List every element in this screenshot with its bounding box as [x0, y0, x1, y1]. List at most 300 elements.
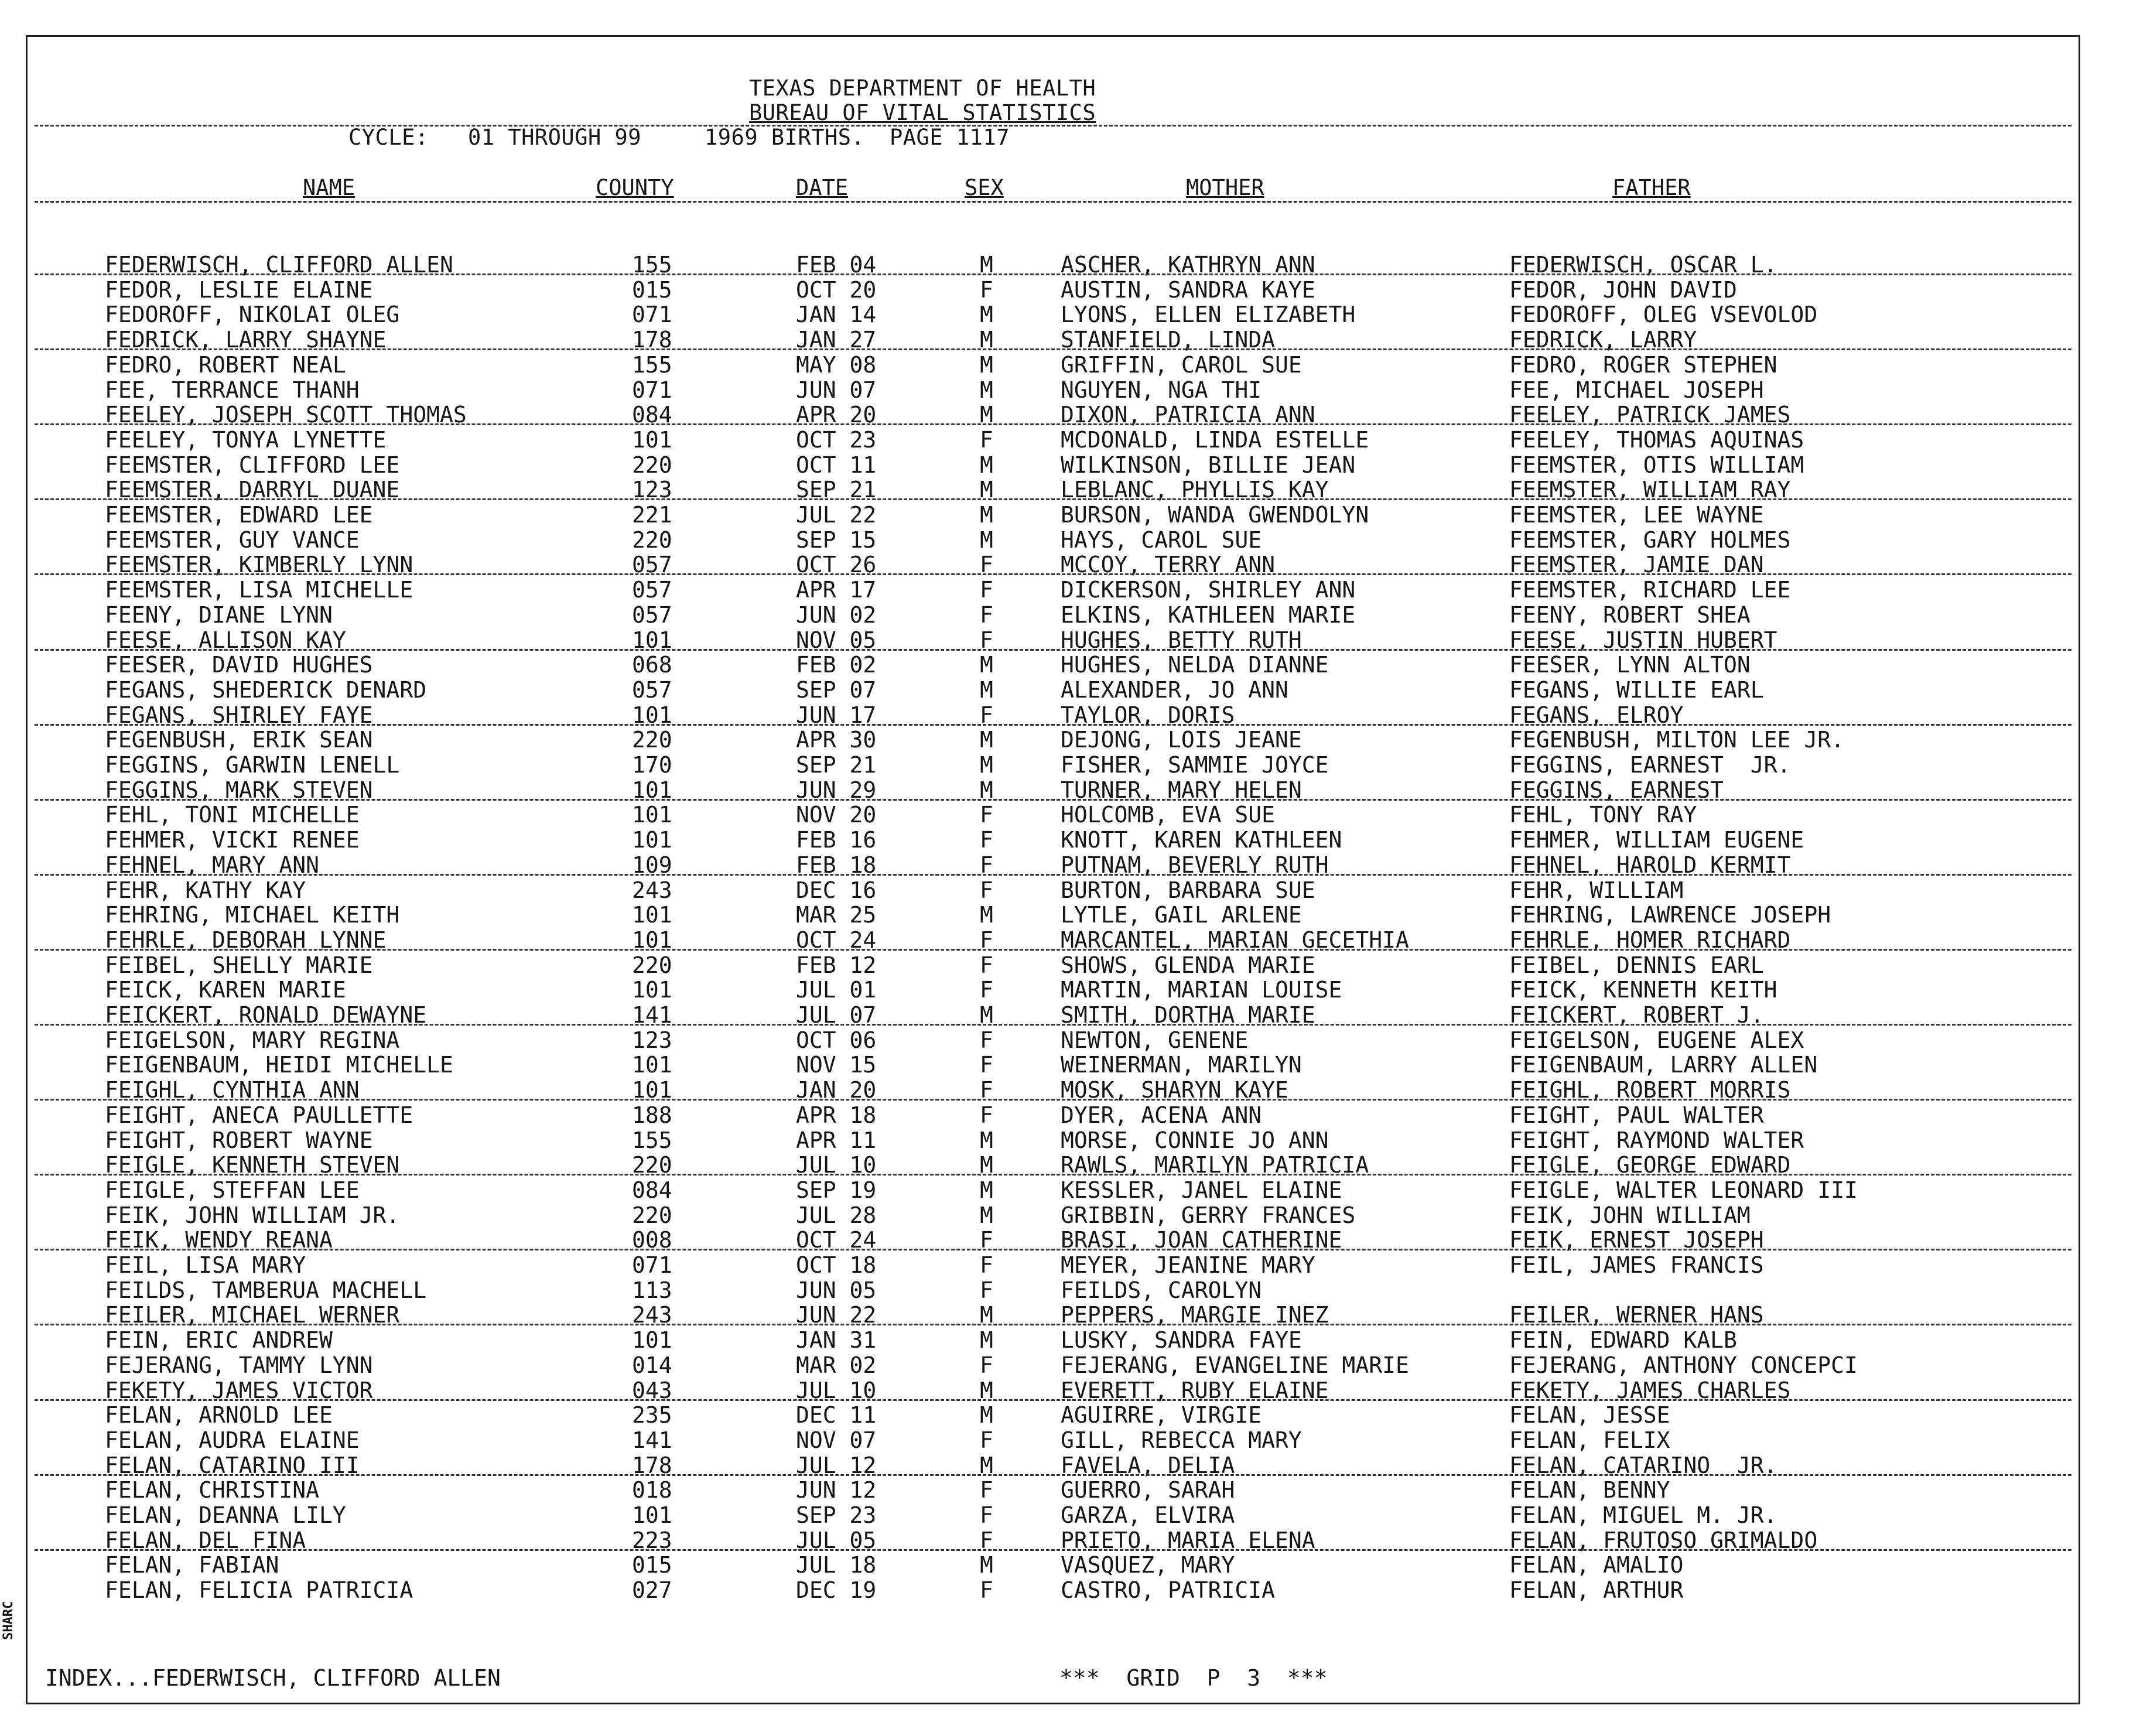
divider — [35, 201, 2071, 203]
cell-county: 101 — [632, 902, 672, 928]
cell-sex: F — [980, 602, 993, 628]
cell-name: FEICKERT, RONALD DEWAYNE — [105, 1002, 427, 1028]
cell-county: 101 — [632, 1052, 672, 1078]
cell-mother: LYONS, ELLEN ELIZABETH — [1061, 302, 1356, 328]
cell-sex: M — [980, 1302, 993, 1328]
cell-sex: F — [980, 927, 993, 953]
cell-father: FELAN, FRUTOSO GRIMALDO — [1509, 1527, 1818, 1553]
table-row — [28, 1403, 2079, 1428]
cell-county: 101 — [632, 802, 672, 828]
cell-name: FELAN, FABIAN — [105, 1552, 279, 1578]
cell-sex: M — [980, 327, 993, 353]
cell-sex: F — [980, 552, 993, 578]
cell-father: FEEMSTER, JAMIE DAN — [1509, 552, 1764, 578]
cycle-label: CYCLE: — [348, 125, 429, 150]
cell-sex: M — [980, 1202, 993, 1228]
cell-sex: F — [980, 852, 993, 878]
cell-father: FEGENBUSH, MILTON LEE JR. — [1509, 727, 1844, 753]
cell-mother: BURTON, BARBARA SUE — [1061, 877, 1315, 903]
cell-mother: LUSKY, SANDRA FAYE — [1061, 1327, 1302, 1354]
cell-county: 101 — [632, 777, 672, 803]
table-row — [28, 1328, 2079, 1353]
cell-mother: HOLCOMB, EVA SUE — [1061, 802, 1276, 828]
cell-date: NOV 05 — [796, 627, 877, 653]
cell-date: FEB 04 — [796, 252, 877, 278]
cell-county: 057 — [632, 676, 672, 703]
cell-date: JUN 29 — [796, 777, 877, 803]
cell-name: FEJERANG, TAMMY LYNN — [105, 1352, 373, 1378]
cell-name: FEDRICK, LARRY SHAYNE — [105, 327, 387, 353]
cell-name: FEILER, MICHAEL WERNER — [105, 1302, 400, 1328]
cell-sex: F — [980, 1502, 993, 1528]
cell-sex: F — [980, 426, 993, 453]
cell-mother: AUSTIN, SANDRA KAYE — [1061, 276, 1315, 303]
table-row — [28, 353, 2079, 378]
cell-name: FEDERWISCH, CLIFFORD ALLEN — [105, 252, 453, 278]
cell-sex: F — [980, 1027, 993, 1053]
cell-mother: KNOTT, KAREN KATHLEEN — [1061, 827, 1342, 853]
cell-father: FEHL, TONY RAY — [1509, 802, 1697, 828]
cell-date: APR 18 — [796, 1102, 877, 1128]
cell-sex: M — [980, 1327, 993, 1354]
cell-mother: VASQUEZ, MARY — [1061, 1552, 1235, 1578]
cell-date: JUN 17 — [796, 702, 877, 728]
cell-date: JUN 12 — [796, 1477, 877, 1503]
row-separator — [35, 274, 2071, 275]
cell-mother: ELKINS, KATHLEEN MARIE — [1061, 602, 1356, 628]
table-row — [28, 678, 2079, 703]
cell-father: FELAN, JESSE — [1509, 1402, 1670, 1429]
cell-county: 178 — [632, 327, 672, 353]
cell-county: 155 — [632, 351, 672, 378]
cell-mother: SMITH, DORTHA MARIE — [1061, 1002, 1315, 1028]
cell-father: FEELEY, THOMAS AQUINAS — [1509, 426, 1804, 453]
cell-date: FEB 12 — [796, 952, 877, 978]
cell-sex: F — [980, 276, 993, 303]
cell-name: FELAN, DEL FINA — [105, 1527, 306, 1553]
cell-county: 101 — [632, 627, 672, 653]
cell-father: FEESE, JUSTIN HUBERT — [1509, 627, 1777, 653]
cell-county: 113 — [632, 1277, 672, 1303]
cell-date: MAY 08 — [796, 351, 877, 378]
cell-mother: SHOWS, GLENDA MARIE — [1061, 952, 1315, 978]
cell-name: FEIL, LISA MARY — [105, 1252, 306, 1278]
cell-sex: M — [980, 1152, 993, 1178]
cell-mother: MEYER, JEANINE MARY — [1061, 1252, 1315, 1278]
cell-county: 223 — [632, 1527, 672, 1553]
cell-sex: M — [980, 1127, 993, 1153]
cell-date: DEC 19 — [796, 1577, 877, 1604]
cell-sex: F — [980, 1252, 993, 1278]
table-row — [28, 1128, 2079, 1153]
cell-county: 221 — [632, 502, 672, 528]
cell-date: FEB 16 — [796, 827, 877, 853]
table-row — [28, 753, 2079, 778]
cell-father: FEDOR, JOHN DAVID — [1509, 276, 1737, 303]
cell-father: FEGANS, WILLIE EARL — [1509, 676, 1764, 703]
cell-date: JUL 10 — [796, 1377, 877, 1403]
cell-name: FEDOR, LESLIE ELAINE — [105, 276, 373, 303]
cell-sex: M — [980, 377, 993, 403]
cell-mother: KESSLER, JANEL ELAINE — [1061, 1177, 1342, 1203]
cell-sex: F — [980, 1052, 993, 1078]
cell-sex: M — [980, 1002, 993, 1028]
header-bureau: BUREAU OF VITAL STATISTICS — [749, 100, 1096, 125]
cell-father: FEDERWISCH, OSCAR L. — [1509, 252, 1777, 278]
cell-name: FEICK, KAREN MARIE — [105, 977, 346, 1003]
cell-mother: EVERETT, RUBY ELAINE — [1061, 1377, 1329, 1403]
cell-mother: GILL, REBECCA MARY — [1061, 1427, 1302, 1453]
divider — [35, 125, 2071, 127]
cell-father: FEICK, KENNETH KEITH — [1509, 977, 1777, 1003]
cell-sex: F — [980, 627, 993, 653]
cell-date: FEB 18 — [796, 852, 877, 878]
cell-date: APR 11 — [796, 1127, 877, 1153]
cell-name: FEIGELSON, MARY REGINA — [105, 1027, 400, 1053]
cell-name: FELAN, CATARINO III — [105, 1452, 360, 1478]
cell-sex: F — [980, 1277, 993, 1303]
cell-date: JUL 22 — [796, 502, 877, 528]
cell-county: 057 — [632, 602, 672, 628]
cell-mother: MARCANTEL, MARIAN GECETHIA — [1061, 927, 1409, 953]
cell-mother: FAVELA, DELIA — [1061, 1452, 1235, 1478]
cell-mother: DICKERSON, SHIRLEY ANN — [1061, 577, 1356, 603]
cell-county: 014 — [632, 1352, 672, 1378]
table-row — [28, 953, 2079, 978]
cell-name: FEEMSTER, DARRYL DUANE — [105, 477, 400, 503]
cell-county: 071 — [632, 302, 672, 328]
row-separator — [35, 1324, 2071, 1325]
cell-county: 235 — [632, 1402, 672, 1429]
cell-mother: BURSON, WANDA GWENDOLYN — [1061, 502, 1369, 528]
cell-county: 027 — [632, 1577, 672, 1604]
cell-father: FEHMER, WILLIAM EUGENE — [1509, 827, 1804, 853]
cell-sex: M — [980, 477, 993, 503]
cell-mother: MCDONALD, LINDA ESTELLE — [1061, 426, 1369, 453]
cell-sex: F — [980, 702, 993, 728]
cell-name: FELAN, CHRISTINA — [105, 1477, 320, 1503]
cell-date: JUL 12 — [796, 1452, 877, 1478]
cell-date: OCT 11 — [796, 452, 877, 478]
table-row — [28, 278, 2079, 303]
cell-date: NOV 15 — [796, 1052, 877, 1078]
table-row — [28, 528, 2079, 553]
cell-name: FEENY, DIANE LYNN — [105, 602, 333, 628]
cell-mother: WILKINSON, BILLIE JEAN — [1061, 452, 1356, 478]
cell-name: FEEMSTER, LISA MICHELLE — [105, 577, 413, 603]
cell-father: FEE, MICHAEL JOSEPH — [1509, 377, 1764, 403]
cell-name: FEEMSTER, KIMBERLY LYNN — [105, 552, 413, 578]
cell-name: FEILDS, TAMBERUA MACHELL — [105, 1277, 427, 1303]
cell-mother: DIXON, PATRICIA ANN — [1061, 402, 1315, 428]
cell-county: 220 — [632, 727, 672, 753]
cell-county: 220 — [632, 1202, 672, 1228]
cell-name: FEIGENBAUM, HEIDI MICHELLE — [105, 1052, 453, 1078]
cell-father: FEEMSTER, WILLIAM RAY — [1509, 477, 1791, 503]
cell-name: FEEMSTER, EDWARD LEE — [105, 502, 373, 528]
cell-sex: F — [980, 977, 993, 1003]
cell-county: 141 — [632, 1002, 672, 1028]
cell-name: FEIK, JOHN WILLIAM JR. — [105, 1202, 400, 1228]
cell-date: JAN 27 — [796, 327, 877, 353]
cell-date: DEC 11 — [796, 1402, 877, 1429]
cell-date: JUL 10 — [796, 1152, 877, 1178]
report-frame — [26, 35, 2080, 1704]
cell-date: OCT 24 — [796, 1227, 877, 1253]
cell-sex: M — [980, 676, 993, 703]
cell-name: FEGENBUSH, ERIK SEAN — [105, 727, 373, 753]
table-row — [28, 1503, 2079, 1528]
table-row — [28, 978, 2079, 1003]
cell-mother: TAYLOR, DORIS — [1061, 702, 1235, 728]
cell-date: JAN 31 — [796, 1327, 877, 1354]
cell-county: 101 — [632, 1077, 672, 1103]
cell-county: 188 — [632, 1102, 672, 1128]
cell-mother: PRIETO, MARIA ELENA — [1061, 1527, 1315, 1553]
cell-father: FEEMSTER, GARY HOLMES — [1509, 527, 1791, 553]
cell-sex: F — [980, 802, 993, 828]
cell-sex: F — [980, 1102, 993, 1128]
cell-sex: M — [980, 527, 993, 553]
cell-mother: GUERRO, SARAH — [1061, 1477, 1235, 1503]
row-separator — [35, 1024, 2071, 1026]
cell-county: 155 — [632, 1127, 672, 1153]
cell-father: FEILER, WERNER HANS — [1509, 1302, 1764, 1328]
cell-date: JUL 28 — [796, 1202, 877, 1228]
cell-county: 101 — [632, 1327, 672, 1354]
cell-date: OCT 23 — [796, 426, 877, 453]
cell-sex: M — [980, 351, 993, 378]
cell-name: FEHNEL, MARY ANN — [105, 852, 320, 878]
cell-mother: BRASI, JOAN CATHERINE — [1061, 1227, 1342, 1253]
cell-date: FEB 02 — [796, 652, 877, 678]
cell-name: FEIN, ERIC ANDREW — [105, 1327, 333, 1354]
cell-date: SEP 23 — [796, 1502, 877, 1528]
cell-mother: DEJONG, LOIS JEANE — [1061, 727, 1302, 753]
cell-county: 043 — [632, 1377, 672, 1403]
births-label: 1969 BIRTHS. — [705, 125, 865, 150]
table-row — [28, 1028, 2079, 1053]
cell-county: 008 — [632, 1227, 672, 1253]
page-label: PAGE 1117 — [890, 125, 1010, 150]
cell-mother: LYTLE, GAIL ARLENE — [1061, 902, 1302, 928]
cell-father: FEIGHL, ROBERT MORRIS — [1509, 1077, 1791, 1103]
cell-mother: HAYS, CAROL SUE — [1061, 527, 1262, 553]
cell-county: 141 — [632, 1427, 672, 1453]
table-row — [28, 1553, 2079, 1578]
cell-county: 220 — [632, 452, 672, 478]
cell-date: OCT 06 — [796, 1027, 877, 1053]
cell-mother: NEWTON, GENENE — [1061, 1027, 1249, 1053]
table-row — [28, 652, 2079, 678]
cell-mother: AGUIRRE, VIRGIE — [1061, 1402, 1262, 1429]
row-separator — [35, 1249, 2071, 1250]
cell-county: 015 — [632, 1552, 672, 1578]
table-row — [28, 1578, 2079, 1603]
cell-county: 071 — [632, 377, 672, 403]
cell-name: FEIBEL, SHELLY MARIE — [105, 952, 373, 978]
cell-father: FEENY, ROBERT SHEA — [1509, 602, 1751, 628]
cell-sex: M — [980, 1177, 993, 1203]
cell-mother: GRIFFIN, CAROL SUE — [1061, 351, 1302, 378]
cell-sex: M — [980, 502, 993, 528]
cell-father: FEIGENBAUM, LARRY ALLEN — [1509, 1052, 1818, 1078]
cell-date: APR 30 — [796, 727, 877, 753]
cell-mother: GRIBBIN, GERRY FRANCES — [1061, 1202, 1356, 1228]
cell-date: JUL 18 — [796, 1552, 877, 1578]
cell-father: FELAN, BENNY — [1509, 1477, 1670, 1503]
cell-county: 015 — [632, 276, 672, 303]
table-row — [28, 428, 2079, 453]
cell-date: OCT 24 — [796, 927, 877, 953]
cell-mother: MCCOY, TERRY ANN — [1061, 552, 1276, 578]
cell-name: FEHL, TONI MICHELLE — [105, 802, 360, 828]
cell-father: FEIN, EDWARD KALB — [1509, 1327, 1737, 1354]
cell-date: SEP 15 — [796, 527, 877, 553]
cell-name: FEE, TERRANCE THANH — [105, 377, 360, 403]
cell-sex: F — [980, 1577, 993, 1604]
cell-mother: CASTRO, PATRICIA — [1061, 1577, 1276, 1604]
cell-mother: DYER, ACENA ANN — [1061, 1102, 1262, 1128]
cell-county: 243 — [632, 877, 672, 903]
table-row — [28, 378, 2079, 403]
cell-name: FELAN, FELICIA PATRICIA — [105, 1577, 413, 1604]
table-row — [28, 903, 2079, 928]
table-row — [28, 1103, 2079, 1128]
cell-mother: FEILDS, CAROLYN — [1061, 1277, 1262, 1303]
cell-name: FEIGHT, ANECA PAULLETTE — [105, 1102, 413, 1128]
cell-date: SEP 19 — [796, 1177, 877, 1203]
column-header-name: NAME — [303, 175, 355, 200]
cell-father: FEJERANG, ANTHONY CONCEPCI — [1509, 1352, 1858, 1378]
cell-father: FEIGLE, GEORGE EDWARD — [1509, 1152, 1791, 1178]
table-row — [28, 503, 2079, 528]
cell-sex: M — [980, 652, 993, 678]
cell-mother: WEINERMAN, MARILYN — [1061, 1052, 1302, 1078]
row-separator — [35, 423, 2071, 425]
cell-name: FEIGLE, STEFFAN LEE — [105, 1177, 360, 1203]
cell-date: JAN 14 — [796, 302, 877, 328]
cell-sex: F — [980, 877, 993, 903]
cell-mother: NGUYEN, NGA THI — [1061, 377, 1262, 403]
cell-date: SEP 07 — [796, 676, 877, 703]
cell-name: FEELEY, TONYA LYNETTE — [105, 426, 387, 453]
cell-sex: M — [980, 777, 993, 803]
row-separator — [35, 1474, 2071, 1476]
table-row — [28, 1203, 2079, 1228]
cell-county: 220 — [632, 527, 672, 553]
row-separator — [35, 1549, 2071, 1551]
column-header-father: FATHER — [1612, 175, 1691, 200]
cell-county: 178 — [632, 1452, 672, 1478]
cell-date: NOV 20 — [796, 802, 877, 828]
cell-name: FEGANS, SHEDERICK DENARD — [105, 676, 427, 703]
cell-sex: M — [980, 252, 993, 278]
cell-date: SEP 21 — [796, 752, 877, 778]
cell-name: FEGGINS, GARWIN LENELL — [105, 752, 400, 778]
cell-date: OCT 18 — [796, 1252, 877, 1278]
row-separator — [35, 799, 2071, 801]
cell-name: FEHMER, VICKI RENEE — [105, 827, 360, 853]
cell-name: FEEMSTER, GUY VANCE — [105, 527, 360, 553]
cell-name: FEIGLE, KENNETH STEVEN — [105, 1152, 400, 1178]
cell-date: MAR 02 — [796, 1352, 877, 1378]
cell-county: 084 — [632, 1177, 672, 1203]
cell-county: 220 — [632, 1152, 672, 1178]
cell-mother: FISHER, SAMMIE JOYCE — [1061, 752, 1329, 778]
cell-father: FEIK, JOHN WILLIAM — [1509, 1202, 1751, 1228]
table-row — [28, 577, 2079, 603]
footer-index: INDEX...FEDERWISCH, CLIFFORD ALLEN — [45, 1665, 501, 1691]
cell-mother: RAWLS, MARILYN PATRICIA — [1061, 1152, 1369, 1178]
cell-father: FEHRING, LAWRENCE JOSEPH — [1509, 902, 1831, 928]
cell-sex: F — [980, 577, 993, 603]
cell-name: FEESER, DAVID HUGHES — [105, 652, 373, 678]
cell-date: JUN 22 — [796, 1302, 877, 1328]
cell-father: FEESER, LYNN ALTON — [1509, 652, 1751, 678]
row-separator — [35, 573, 2071, 575]
cell-county: 018 — [632, 1477, 672, 1503]
cell-sex: M — [980, 1452, 993, 1478]
cell-father: FEIGHT, RAYMOND WALTER — [1509, 1127, 1804, 1153]
cell-name: FEELEY, JOSEPH SCOTT THOMAS — [105, 402, 467, 428]
cell-father: FEEMSTER, RICHARD LEE — [1509, 577, 1791, 603]
cell-father: FELAN, MIGUEL M. JR. — [1509, 1502, 1777, 1528]
table-row — [28, 603, 2079, 628]
cell-sex: M — [980, 1402, 993, 1429]
cell-father: FEIBEL, DENNIS EARL — [1509, 952, 1764, 978]
cell-date: JUN 05 — [796, 1277, 877, 1303]
table-row — [28, 1278, 2079, 1303]
cell-county: 101 — [632, 702, 672, 728]
cell-county: 220 — [632, 952, 672, 978]
table-row — [28, 1253, 2079, 1278]
header-agency: TEXAS DEPARTMENT OF HEALTH — [749, 76, 1096, 101]
cell-father: FEELEY, PATRICK JAMES — [1509, 402, 1791, 428]
row-separator — [35, 498, 2071, 500]
table-row — [28, 1052, 2079, 1078]
cell-county: 101 — [632, 927, 672, 953]
cell-father: FEDRICK, LARRY — [1509, 327, 1697, 353]
cell-date: APR 17 — [796, 577, 877, 603]
table-row — [28, 727, 2079, 753]
cell-sex: F — [980, 827, 993, 853]
cell-father: FEHR, WILLIAM — [1509, 877, 1684, 903]
cell-mother: MORSE, CONNIE JO ANN — [1061, 1127, 1329, 1153]
cell-mother: TURNER, MARY HELEN — [1061, 777, 1302, 803]
cell-mother: ASCHER, KATHRYN ANN — [1061, 252, 1315, 278]
cell-mother: PUTNAM, BEVERLY RUTH — [1061, 852, 1329, 878]
cell-name: FELAN, ARNOLD LEE — [105, 1402, 333, 1429]
cell-sex: F — [980, 952, 993, 978]
table-row — [28, 1478, 2079, 1503]
cell-father: FEGGINS, EARNEST JR. — [1509, 752, 1791, 778]
cell-sex: F — [980, 1227, 993, 1253]
cell-name: FEEMSTER, CLIFFORD LEE — [105, 452, 400, 478]
cell-county: 101 — [632, 1502, 672, 1528]
row-separator — [35, 348, 2071, 350]
side-mark: SHARC — [1, 1601, 16, 1640]
cell-date: JUN 07 — [796, 377, 877, 403]
cell-mother: GARZA, ELVIRA — [1061, 1502, 1235, 1528]
cell-county: 057 — [632, 552, 672, 578]
cell-mother: MARTIN, MARIAN LOUISE — [1061, 977, 1342, 1003]
cell-father: FEIL, JAMES FRANCIS — [1509, 1252, 1764, 1278]
cell-sex: F — [980, 1477, 993, 1503]
cell-father: FEICKERT, ROBERT J. — [1509, 1002, 1764, 1028]
table-row — [28, 878, 2079, 903]
column-header-sex: SEX — [965, 175, 1004, 200]
